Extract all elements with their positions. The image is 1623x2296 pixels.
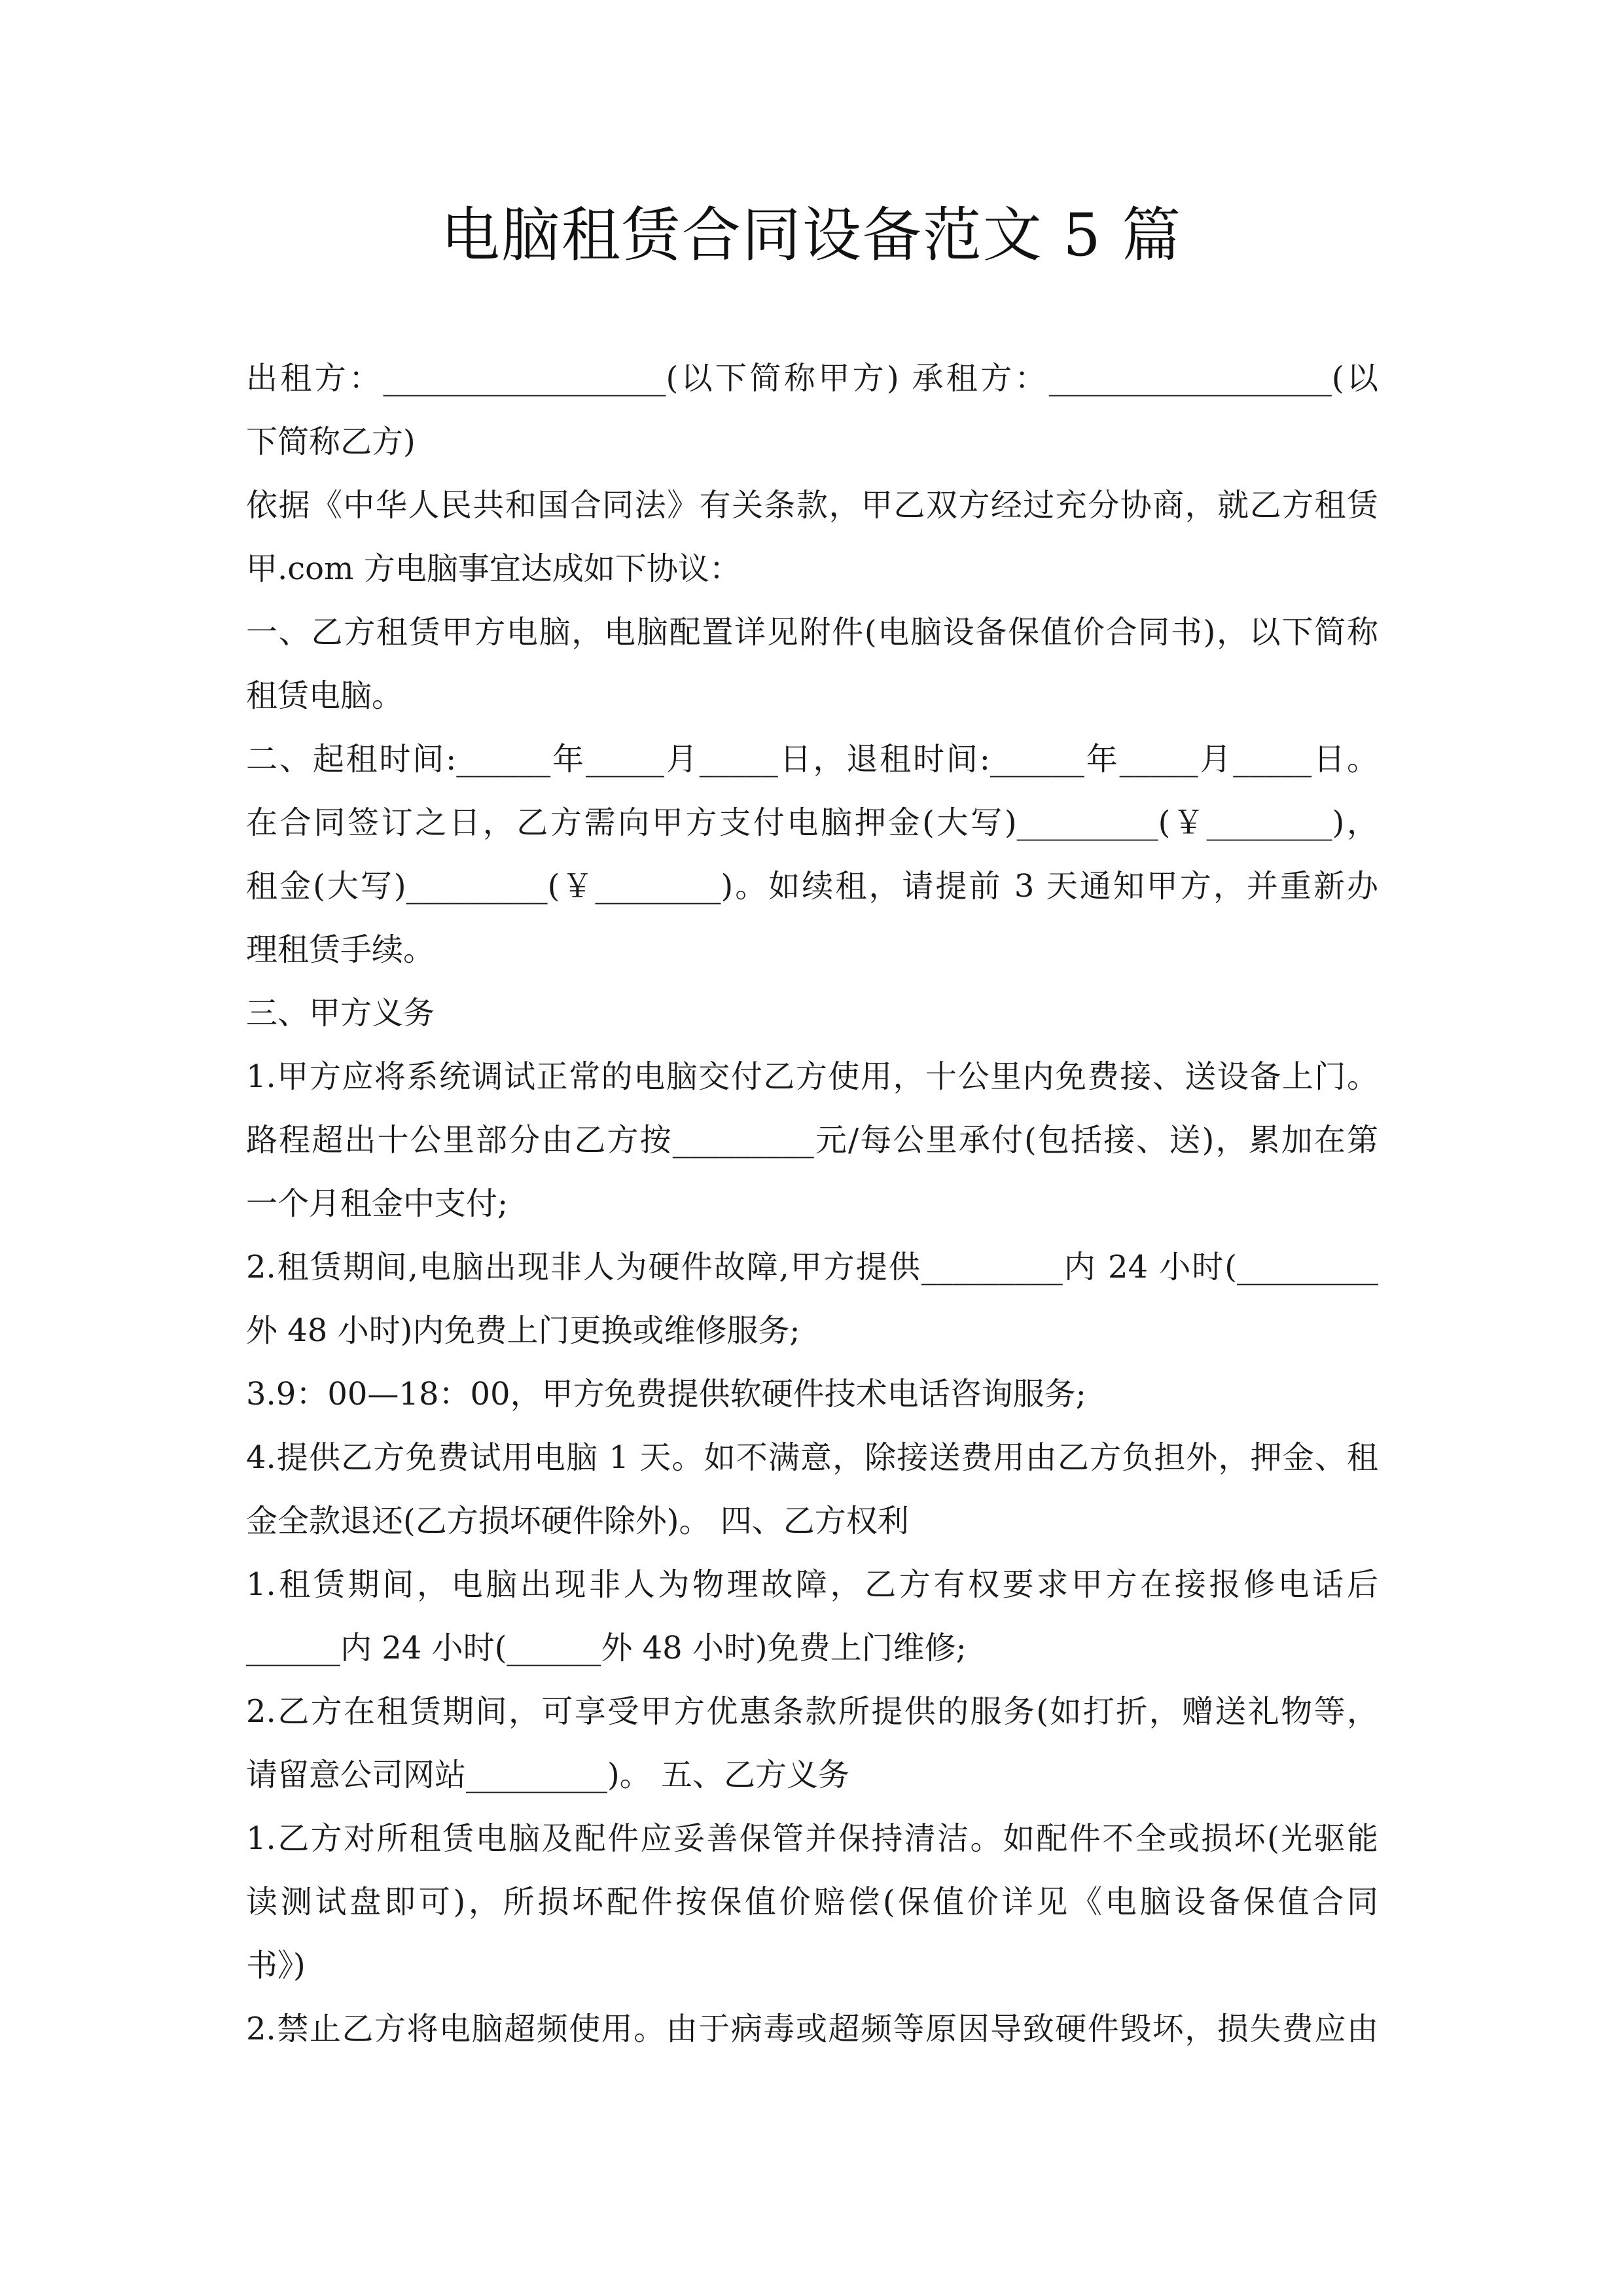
text-line-obligation-1: 1.乙方对所租赁电脑及配件应妥善保管并保持清洁。如配件不全或损坏(光驱能	[246, 1820, 1378, 1857]
text-line-agreement: 甲.com 方电脑事宜达成如下协议：	[246, 550, 741, 587]
text-line-clause-1-end: 租赁电脑。	[246, 677, 404, 714]
text-line-duty-1: 1.甲方应将系统调试正常的电脑交付乙方使用，十公里内免费接、送设备上门。	[246, 1058, 1378, 1095]
text-line-obligation-2: 2.禁止乙方将电脑超频使用。由于病毒或超频等原因导致硬件毁坏，损失费应由	[246, 2011, 1378, 2047]
section-heading-lessor-duties: 三、甲方义务	[246, 995, 435, 1031]
text-line-right-1-end: ______内 24 小时(______外 48 小时)免费上门维修;	[246, 1630, 967, 1666]
text-line-procedure: 理租赁手续。	[246, 931, 435, 968]
text-line-right-1: 1.租赁期间，电脑出现非人为物理故障，乙方有权要求甲方在接报修电话后	[246, 1566, 1378, 1603]
text-line-rent: 租金(大写)_________(￥________)。如续租，请提前 3 天通知甲方，并重新办	[246, 868, 1378, 905]
text-line-duty-3: 3.9：00—18：00，甲方免费提供软硬件技术电话咨询服务;	[246, 1376, 1086, 1412]
text-line-obligation-1-end: 书》)	[246, 1947, 306, 1984]
text-line-obligation-1-cont: 读测试盘即可)，所损坏配件按保值价赔偿(保值价详见《电脑设备保值合同	[246, 1884, 1378, 1920]
text-line-lessor: 出租方：__________________(以下简称甲方) 承租方：__________________(以	[246, 360, 1378, 397]
text-line-duty-4: 4.提供乙方免费试用电脑 1 天。如不满意，除接送费用由乙方负担外，押金、租	[246, 1439, 1378, 1476]
text-line-clause-1: 一、乙方租赁甲方电脑，电脑配置详见附件(电脑设备保值价合同书)，以下简称	[246, 614, 1378, 651]
text-line-right-2: 2.乙方在租赁期间，可享受甲方优惠条款所提供的服务(如打折，赠送礼物等，	[246, 1693, 1378, 1730]
text-line-legal-basis: 依据《中华人民共和国合同法》有关条款，甲乙双方经过充分协商，就乙方租赁	[246, 487, 1378, 524]
text-line-duty-1-cont: 路程超出十公里部分由乙方按_________元/每公里承付(包括接、送)，累加在第	[246, 1122, 1378, 1158]
document-body	[246, 347, 1378, 2061]
text-line-duty-4-end: 金全款退还(乙方损坏硬件除外)。 四、乙方权利	[246, 1503, 909, 1539]
text-line-right-2-end: 请留意公司网站_________)。 五、乙方义务	[246, 1757, 849, 1793]
text-line-duty-1-end: 一个月租金中支付;	[246, 1185, 508, 1222]
text-line-lessee-abbrev: 下简称乙方)	[246, 423, 416, 460]
document-title: 电脑租赁合同设备范文 5 篇	[440, 201, 1183, 270]
text-line-deposit: 在合同签订之日，乙方需向甲方支付电脑押金(大写)_________(￥________)，	[246, 804, 1378, 841]
text-line-clause-2: 二、起租时间:______年_____月_____日，退租时间:______年_____月_____日。	[246, 741, 1378, 778]
text-line-duty-2: 2.租赁期间,电脑出现非人为硬件故障,甲方提供_________内 24 小时(_________	[246, 1249, 1378, 1285]
text-line-duty-2-end: 外 48 小时)内免费上门更换或维修服务;	[246, 1312, 800, 1349]
